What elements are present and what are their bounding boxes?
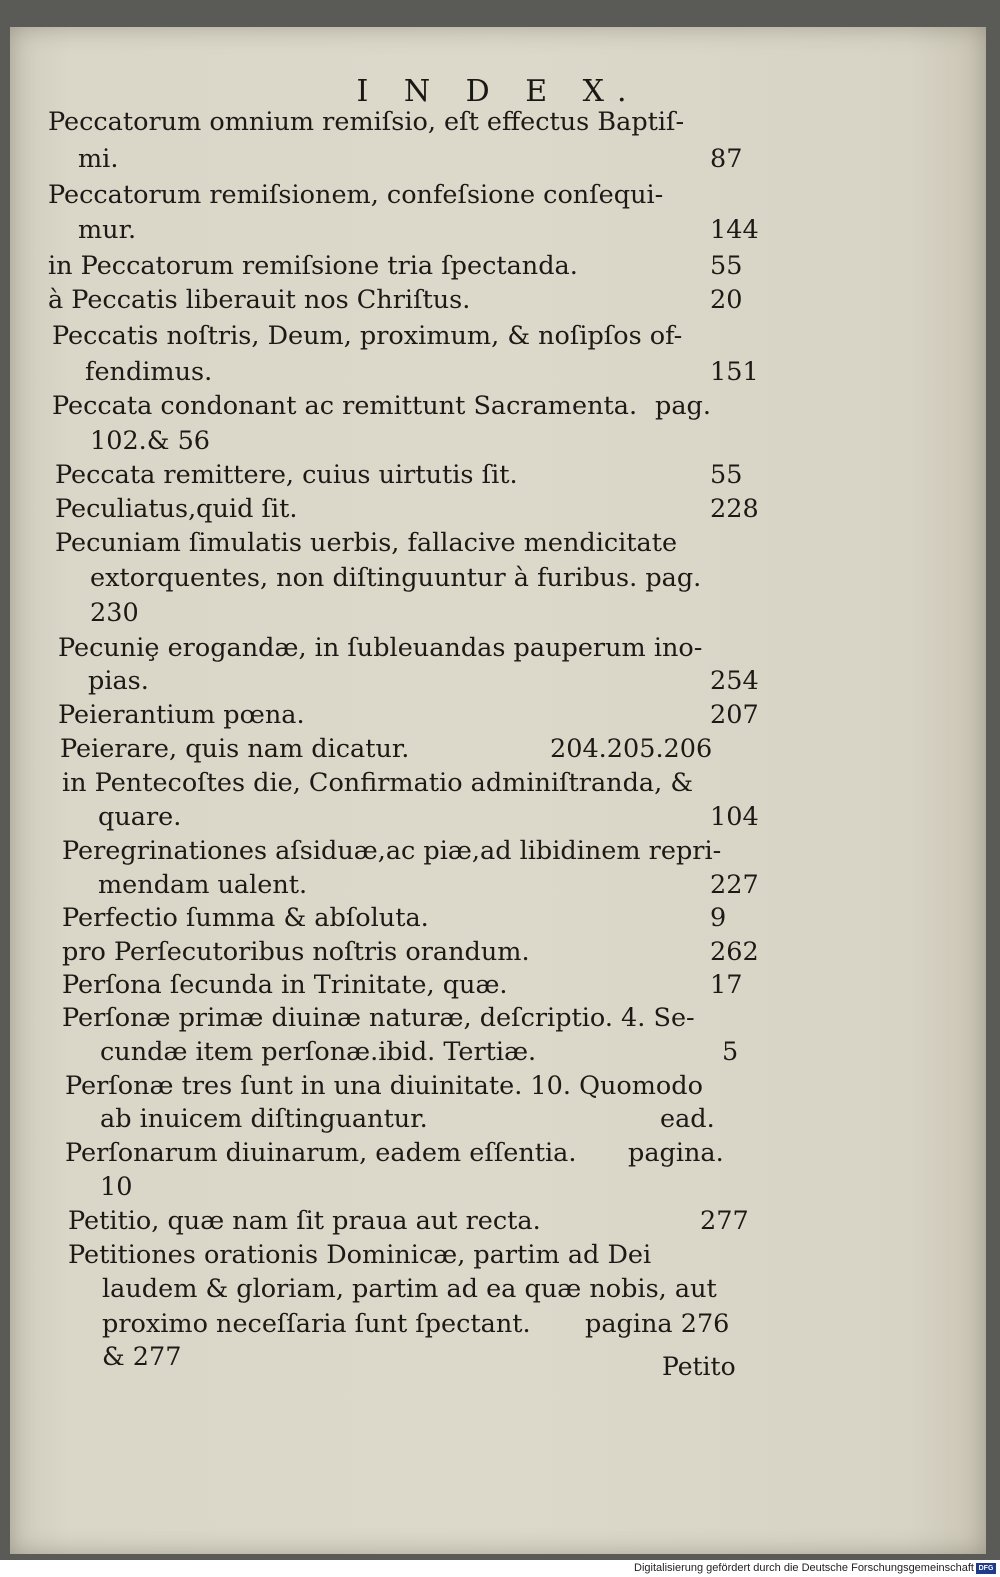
index-page-ref: 5	[722, 1037, 739, 1067]
footer-credit: Digitalisierung gefördert durch die Deutsche Forschungsgemeinschaft	[634, 1562, 974, 1574]
index-entry-text: Peierantium pœna.	[58, 700, 305, 730]
index-entry-text: quare.	[98, 802, 182, 832]
index-entry-text: Peccatorum omnium remiſsio, eſt effectus Baptiſ-	[48, 107, 685, 137]
index-page-ref: 227	[710, 870, 759, 900]
index-entry-text: pias.	[88, 666, 149, 696]
index-page-ref: 9	[710, 903, 727, 933]
index-entry-text: Perſonæ primæ diuinæ naturæ, deſcriptio. 4. Se-	[62, 1003, 695, 1033]
dfg-logo: DFG	[976, 1563, 996, 1574]
index-entry-text: Peregrinationes aſsiduæ,ac piæ,ad libidinem repri-	[62, 836, 722, 866]
index-page-ref: 20	[710, 285, 743, 315]
index-page-ref: 277	[700, 1206, 749, 1236]
index-entry-text: in Peccatorum remiſsione tria ſpectanda.	[48, 251, 578, 281]
index-entry-text: Pecuniȩ erogandæ, in ſubleuandas pauperum ino-	[58, 633, 703, 663]
index-page-ref: 254	[710, 666, 759, 696]
index-page-ref: 207	[710, 700, 759, 730]
index-entry-text: proximo neceſſaria ſunt ſpectant.	[102, 1309, 531, 1339]
index-entry-text: fendimus.	[85, 357, 213, 387]
index-entry-text: Petitio, quæ nam ſit praua aut recta.	[68, 1206, 541, 1236]
index-page-ref: 104	[710, 802, 759, 832]
index-entry-text: à Peccatis liberauit nos Chriſtus.	[48, 285, 471, 315]
index-entry-text: Peccata condonant ac remittunt Sacramenta.	[52, 391, 638, 421]
index-entry-text: 230	[90, 598, 139, 628]
index-entry-text: Peculiatus,quid ſit.	[55, 494, 298, 524]
index-page-ref: 55	[710, 251, 743, 281]
index-entry-text: Perfectio ſumma & abſoluta.	[62, 903, 429, 933]
index-entry-text: Peierare, quis nam dicatur.	[60, 734, 410, 764]
index-entry-text: Pecuniam ſimulatis uerbis, fallacive mendicitate	[55, 528, 678, 558]
index-entry-text: Peccata remittere, cuius uirtutis ſit.	[55, 460, 518, 490]
index-entry-text: laudem & gloriam, partim ad ea quæ nobis, aut	[102, 1274, 717, 1304]
index-entry-text: Perſona ſecunda in Trinitate, quæ.	[62, 970, 508, 1000]
index-entry-text: Perſonarum diuinarum, eadem eſſentia.	[65, 1138, 577, 1168]
index-entry-text: Peccatorum remiſsionem, confeſsione conſequi-	[48, 180, 664, 210]
index-entry-text: Perſonæ tres ſunt in una diuinitate. 10. Quomodo	[65, 1071, 703, 1101]
catchword: Petito	[662, 1352, 736, 1381]
index-entry-text: & 277	[102, 1342, 182, 1372]
index-page-ref: 151	[710, 357, 759, 387]
index-entry-text: 10	[100, 1172, 133, 1202]
index-entry-text: mi.	[78, 144, 119, 174]
index-entry-text: extorquentes, non diſtinguuntur à furibus. pag.	[90, 563, 702, 593]
index-entry-text: mur.	[78, 215, 137, 245]
book-page	[10, 27, 986, 1554]
index-entry-text: Petitiones orationis Dominicæ, partim ad Dei	[68, 1240, 652, 1270]
index-page-ref: pag.	[655, 391, 711, 421]
index-page-ref: pagina.	[628, 1138, 724, 1168]
index-page-ref: 55	[710, 460, 743, 490]
index-entry-text: Peccatis noſtris, Deum, proximum, & noſipſos of-	[52, 321, 683, 351]
index-page-ref: 204.205.206	[550, 734, 713, 764]
index-entry-text: in Pentecoſtes die, Confirmatio adminiſtranda, &	[62, 768, 694, 798]
digitization-footer	[0, 1560, 1000, 1577]
index-page-ref: 144	[710, 215, 759, 245]
index-page-ref: 228	[710, 494, 759, 524]
index-page-ref: ead.	[660, 1104, 715, 1134]
page-header: I N D E X.	[356, 74, 640, 109]
index-entry-text: 102.& 56	[90, 426, 211, 456]
index-entry-text: mendam ualent.	[98, 870, 308, 900]
index-entry-text: pro Perſecutoribus noſtris orandum.	[62, 937, 530, 967]
index-entry-text: ab inuicem diſtinguantur.	[100, 1104, 428, 1134]
index-entry-text: cundæ item perſonæ.ibid. Tertiæ.	[100, 1037, 537, 1067]
index-page-ref: pagina 276	[585, 1309, 730, 1339]
index-page-ref: 87	[710, 144, 743, 174]
index-page-ref: 17	[710, 970, 743, 1000]
index-page-ref: 262	[710, 937, 759, 967]
